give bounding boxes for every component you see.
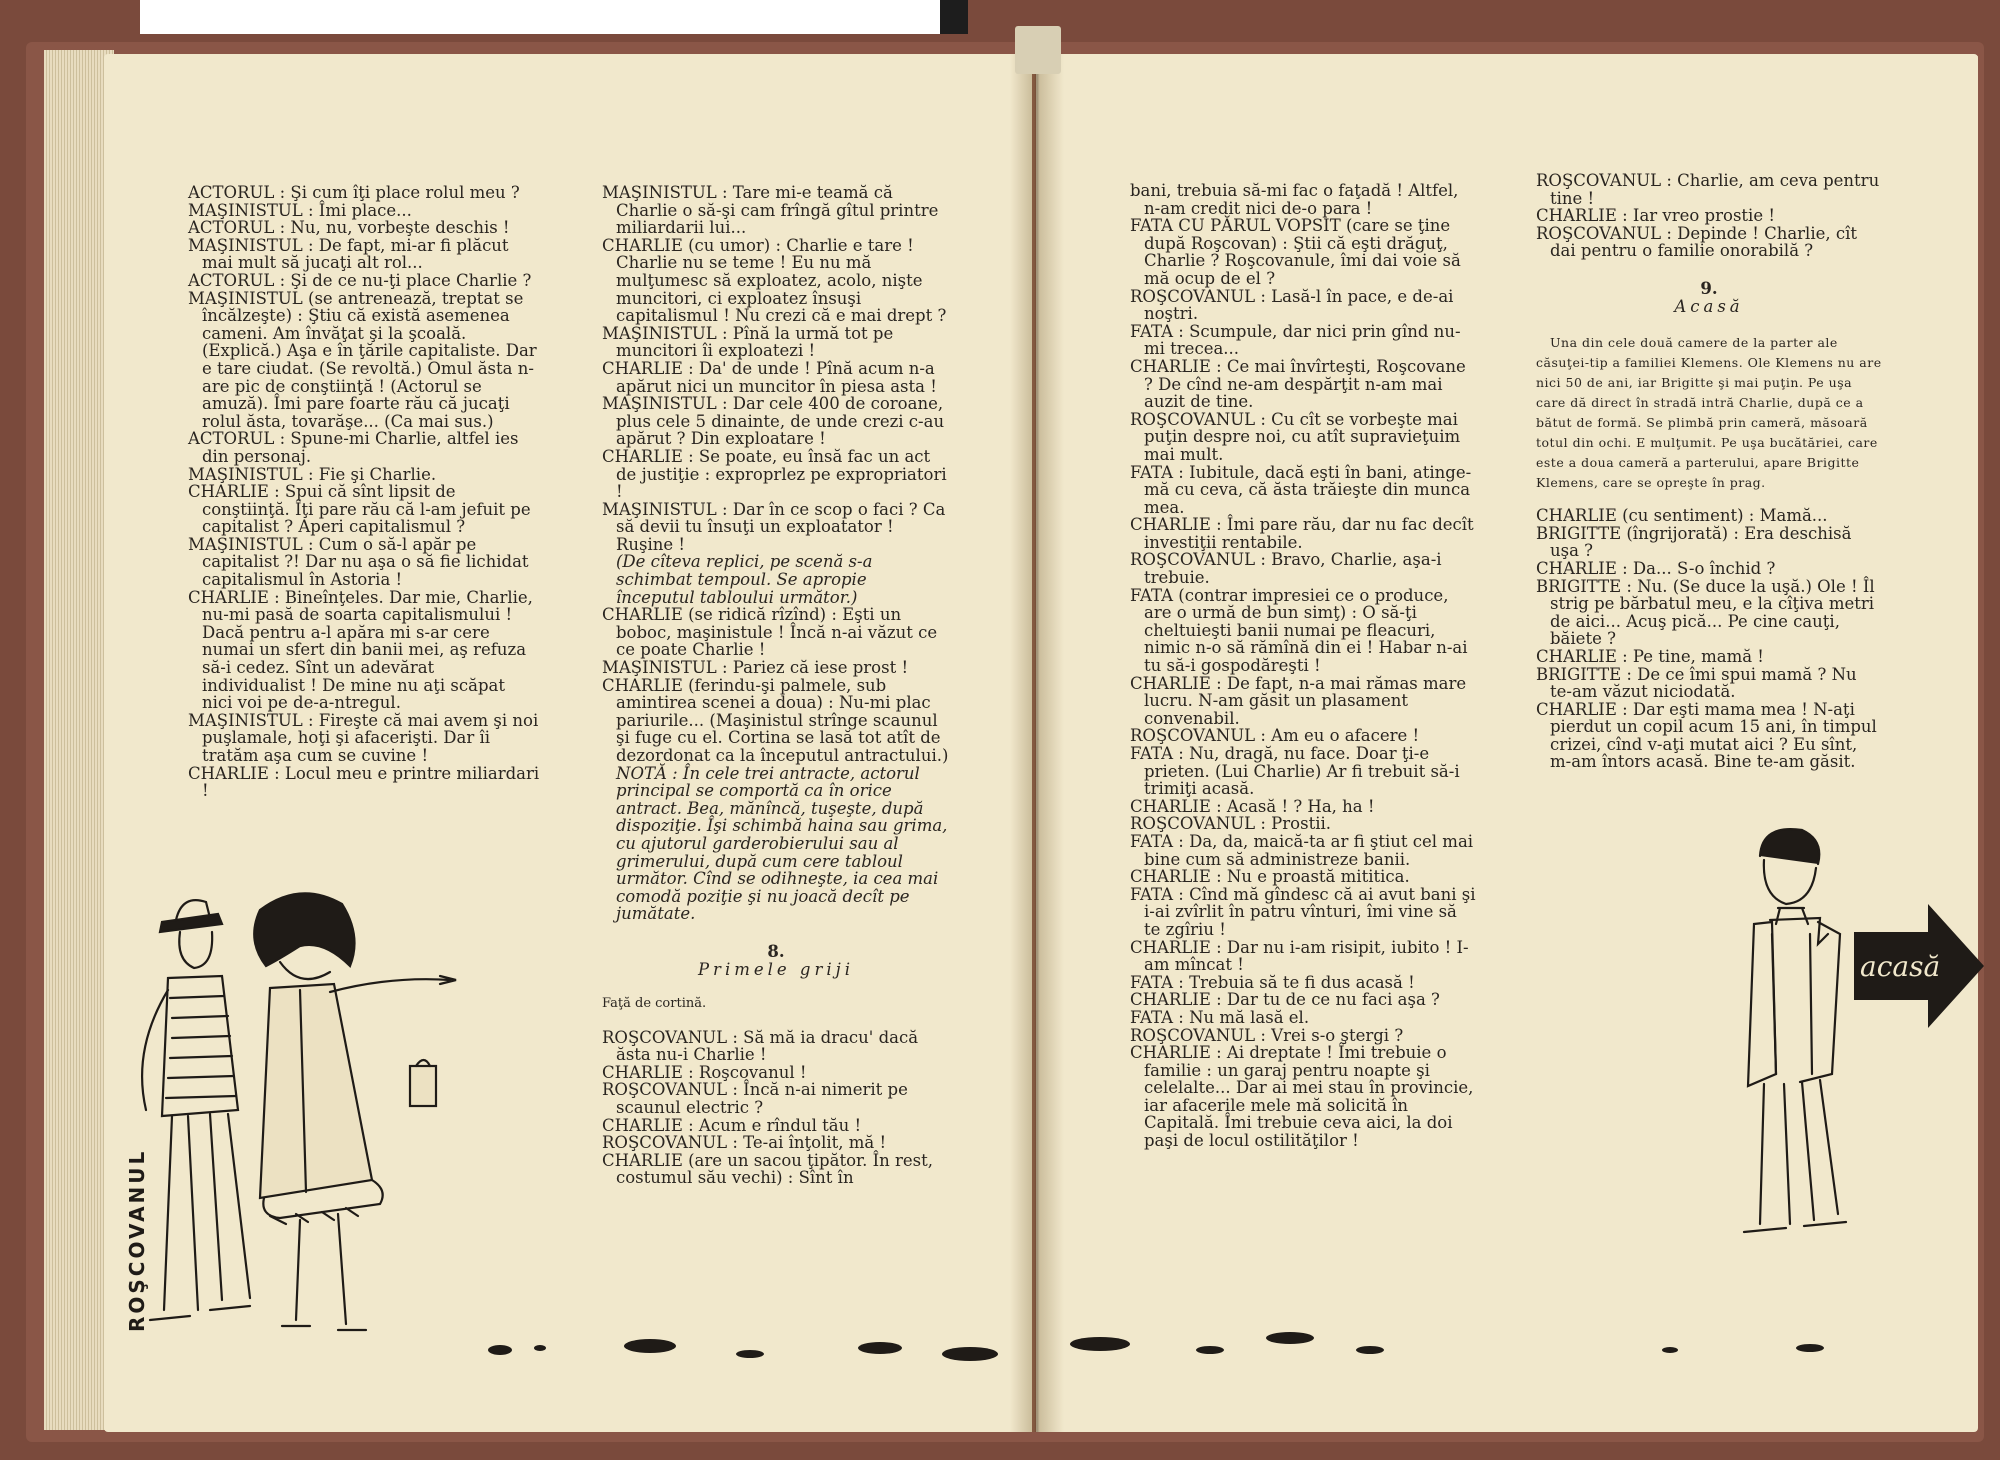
left_page-col2-line: MAŞINISTUL : Tare mi-e teamă că Charlie o să-şi cam frîngă gîtul printre miliardarii lui... bbox=[602, 183, 939, 238]
left_page-col2-line: CHARLIE (cu umor) : Charlie e tare ! Charlie nu se teme ! Eu nu mă mulţumesc să exploatez, acolo, nişte muncitori, ci exploatez însuşi capitalismul ! Nu crezi că e mai drept ? bbox=[602, 235, 947, 326]
right_page-col3-line: FATA : Scumpule, dar nici prin gînd nu-mi trecea... bbox=[1130, 321, 1461, 359]
left_page-col2b-line: ROŞCOVANUL : Să mă ia dracu' dacă ăsta nu-i Charlie ! bbox=[602, 1027, 919, 1065]
right_page-col3-line: CHARLIE : Ai dreptate ! Îmi trebuie o familie : un garaj pentru noapte şi celelalte... Dar ai mei stau în provincie, iar afacerile mele mă solicită în Capitală. Îmi trebuie ceva aici, la doi paşi de locul ostilităţilor ! bbox=[1130, 1043, 1474, 1151]
right_page-col3-line: CHARLIE : Acasă ! ? Ha, ha ! bbox=[1130, 796, 1375, 816]
left_page-col2-line: CHARLIE : Da' de unde ! Pînă acum n-a apărut nici un muncitor în piesa asta ! bbox=[602, 358, 937, 396]
top-dark-strip bbox=[940, 0, 968, 34]
left_page-col2-line: MAŞINISTUL : Pariez că iese prost ! bbox=[602, 658, 909, 678]
right_page-col3-line: CHARLIE : Ce mai învîrteşti, Roşcovane ? De cînd ne-am despărţit n-am mai auzit de tine. bbox=[1130, 356, 1466, 412]
left_page-col1-line: MAŞINISTUL : De fapt, mi-ar fi plăcut mai mult să jucaţi alt rol... bbox=[188, 235, 509, 273]
right_page-col3-line: FATA : Cînd mă gîndesc că ai avut bani şi i-ai zvîrlit în patru vînturi, îmi vine să te zgîriu ! bbox=[1130, 884, 1476, 939]
right_page-col3-line: FATA : Nu, dragă, nu face. Doar ţi-e prieten. (Lui Charlie) Ar fi trebuit să-i trimiţi acasă. bbox=[1130, 744, 1460, 799]
right_page-col3-line: FATA CU PĂRUL VOPSIT (care se ţine după Roşcovan) : Ştii că eşti drăguţ, Charlie ? Roşcovanule, îmi dai voie să mă ocup de el ? bbox=[1130, 216, 1461, 288]
left_page-col1-line: ACTORUL : Şi de ce nu-ţi place Charlie ? bbox=[188, 270, 532, 290]
right_page-col3-line: ROŞCOVANUL : Cu cît se vorbeşte mai puţin despre noi, cu atît supravieţuim mai mult. bbox=[1130, 409, 1461, 464]
left_page-col2-line: MAŞINISTUL : Dar în ce scop o faci ? Ca să devii tu însuţi un exploatator ! Ruşine ! bbox=[602, 499, 946, 554]
left-column-2 bbox=[602, 184, 950, 1187]
right_page-col3-line: CHARLIE : Nu e proastă mititica. bbox=[1130, 867, 1410, 887]
right_page-col3-line: FATA (contrar impresiei ce o produce, are o urmă de bun simţ) : O să-ţi cheltuieşti banii numai pe fleacuri, nimic n-o să rămînă din ei ! Habar n-ai tu să-i gospodăreşti ! bbox=[1130, 585, 1468, 676]
right_page-col3-line: FATA : Trebuia să te fi dus acasă ! bbox=[1130, 972, 1415, 992]
right_page-col4a-line: CHARLIE : Iar vreo prostie ! bbox=[1536, 206, 1775, 226]
left_page-col1-line: MAŞINISTUL : Fireşte că mai avem şi noi puşlamale, hoţi şi afacerişti. Dar îi tratăm aşa cum se cuvine ! bbox=[188, 710, 539, 765]
right_page-col3-line: CHARLIE : Îmi pare rău, dar nu fac decît investiţii rentabile. bbox=[1130, 515, 1474, 552]
right_page-col4b-line: BRIGITTE (îngrijorată) : Era deschisă uşa ? bbox=[1536, 523, 1852, 561]
right_page-col3-line: FATA : Da, da, maică-ta ar fi ştiut cel mai bine cum să administreze banii. bbox=[1130, 831, 1474, 869]
left_page-col2-line: CHARLIE (ferindu-şi palmele, sub amintirea scenei a doua) : Nu-mi plac pariurile... (Maşinistul strînge scaunul şi fuge cu el. Cortina se lasă tot atît de dezordonat ca la începutul antractului.) bbox=[602, 675, 949, 765]
section-9-stage-note: Una din cele două camere de la parter ale căsuţei-tip a familiei Klemens. Ole Klemens nu are nici 50 de ani, iar Brigitte şi mai puţin. Pe uşa care dă direct în stradă intră Charlie, după ce a bătut de formă. Se plimbă prin cameră, măsoară totul din ochi. E mulţumit. Pe uşa bucătăriei, care este a doua cameră a parterului, apare Brigitte Klemens, care se opreşte în prag. bbox=[1536, 335, 1882, 491]
illustration-caption: ROŞCOVANUL bbox=[125, 1148, 149, 1332]
bookmark-ribbon bbox=[1015, 26, 1061, 74]
right-column-1 bbox=[1130, 182, 1476, 1150]
left_page-col2-line: CHARLIE : Se poate, eu însă fac un act de justiţie : exproprlez pe expropriatori ! bbox=[602, 446, 947, 502]
left_page-col2b-line: CHARLIE : Acum e rîndul tău ! bbox=[602, 1115, 862, 1135]
book-gutter bbox=[1010, 54, 1064, 1432]
section-8-title: Primele griji bbox=[697, 959, 855, 979]
left-column-1 bbox=[188, 184, 540, 800]
couple-illustration bbox=[110, 880, 470, 1360]
left_page-col1-line: CHARLIE : Bineînţeles. Dar mie, Charlie, nu-mi pasă de soarta capitalismului ! Dacă pentru a-l apăra mi s-ar cere numai un sfert din banii mei, aş refuza să-i cedez. Sînt un adevărat individualist ! De mine nu aţi scăpat nici voi pe de-a-ntregul. bbox=[188, 587, 533, 713]
left_page-col1-line: ACTORUL : Nu, nu, vorbeşte deschis ! bbox=[188, 218, 510, 238]
left_page-col1-line: MAŞINISTUL (se antrenează, treptat se încălzeşte) : Ştiu că există asemenea cameni. Am învăţat şi la şcoală. (Explică.) Aşa e în ţările capitaliste. Dar e tare ciudat. (Se revoltă.) Omul ăsta n-are pic de conştiinţă ! (Actorul se amuză). Îmi pare foarte rău că jucaţi rolul ăsta, tovarăşe... (Ca mai sus.) bbox=[188, 288, 537, 431]
right_page-col4b-line: CHARLIE (cu sentiment) : Mamă... bbox=[1536, 506, 1828, 526]
left_page-col2-line: CHARLIE (se ridică rîzînd) : Eşti un boboc, maşinistule ! Încă n-ai văzut ce ce poate Charlie ! bbox=[602, 605, 938, 660]
right_page-col3-line: ROŞCOVANUL : Am eu o afacere ! bbox=[1130, 726, 1420, 746]
left_page-col2b-line: CHARLIE : Roşcovanul ! bbox=[602, 1062, 807, 1082]
left_page-col2b-line: ROŞCOVANUL : Te-ai înţolit, mă ! bbox=[602, 1133, 887, 1153]
left_page-col2-line: MAŞINISTUL : Pînă la urmă tot pe muncitori îi exploatezi ! bbox=[602, 323, 894, 361]
left_page-col2b-line: ROŞCOVANUL : Încă n-ai nimerit pe scaunul electric ? bbox=[602, 1080, 908, 1117]
left_page-col2-line: (De cîteva replici, pe scenă s-a schimbat tempoul. Se apropie începutul tabloului următor.) bbox=[616, 552, 873, 607]
right_page-col4b-line: CHARLIE : Pe tine, mamă ! bbox=[1536, 646, 1764, 666]
right_page-col3-line: FATA : Iubitule, dacă eşti în bani, atinge-mă cu ceva, că ăsta trăieşte din munca mea. bbox=[1130, 462, 1472, 517]
right_page-col3-line: FATA : Nu mă lasă el. bbox=[1130, 1007, 1310, 1027]
left_page-col1-line: CHARLIE : Locul meu e printre miliardari ! bbox=[188, 763, 540, 801]
right_page-col3-line: ROŞCOVANUL : Prostii. bbox=[1130, 814, 1331, 834]
right_page-col3-line: CHARLIE : Dar tu de ce nu faci aşa ? bbox=[1130, 990, 1440, 1010]
acasa-arrow-sign bbox=[1854, 904, 1984, 1028]
left_page-col1-line: ACTORUL : Spune-mi Charlie, altfel ies din personaj. bbox=[188, 429, 519, 466]
section-8-stage-note: Faţă de cortină. bbox=[602, 996, 707, 1012]
left_page-col1-line: MAŞINISTUL : Îmi place... bbox=[188, 200, 412, 220]
left_page-col2b-line: CHARLIE (are un sacou ţipător. În rest, costumul său vechi) : Sînt în bbox=[602, 1150, 933, 1188]
right_page-col3-line: CHARLIE : Dar nu i-am risipit, iubito ! I-am mîncat ! bbox=[1130, 937, 1469, 975]
left_page-col1-line: CHARLIE : Spui că sînt lipsit de conştiinţă. Îţi pare rău că l-am jefuit pe capitalist ? Aperi capitalismul ? bbox=[188, 482, 531, 537]
right_page-col3-line: CHARLIE : De fapt, n-a mai rămas mare lucru. N-am găsit un plasament convenabil. bbox=[1130, 673, 1467, 728]
right_page-col4b-line: BRIGITTE : Nu. (Se duce la uşă.) Ole ! Îl strig pe bărbatul meu, e la cîţiva metri de aici... Acuş pică... Pe cine cauţi, băiete ? bbox=[1536, 576, 1875, 649]
section-9-number: 9. bbox=[1700, 278, 1718, 298]
charlie-illustration bbox=[1720, 824, 1870, 1264]
right_page-col3-line: ROŞCOVANUL : Lasă-l în pace, e de-ai noştri. bbox=[1130, 286, 1454, 324]
right_page-col4a-line: ROŞCOVANUL : Charlie, am ceva pentru tine ! bbox=[1536, 171, 1880, 208]
section-8-number: 8. bbox=[767, 941, 785, 961]
right_page-col3-line: ROŞCOVANUL : Vrei s-o ştergi ? bbox=[1130, 1025, 1404, 1045]
right-column-2 bbox=[1536, 172, 1882, 771]
left_page-col2-line: MAŞINISTUL : Dar cele 400 de coroane, plus cele 5 dinainte, de unde crezi c-au apărut ? Din exploatare ! bbox=[602, 394, 945, 449]
footprints-decoration bbox=[110, 1310, 1960, 1400]
right_page-col4b-line: CHARLIE : Dar eşti mama mea ! N-aţi pierdut un copil acum 15 ani, în timpul crizei, cînd v-aţi mutat aici ? Eu sînt, m-am întors acasă. Bine te-am găsit. bbox=[1536, 699, 1877, 772]
right_page-col3-line: ROŞCOVANUL : Bravo, Charlie, aşa-i trebuie. bbox=[1130, 550, 1442, 588]
right_page-col4b-line: CHARLIE : Da... S-o închid ? bbox=[1536, 558, 1776, 578]
arrow-sign-label: acasă bbox=[1860, 950, 1941, 983]
left_page-col1-line: MAŞINISTUL : Cum o să-l apăr pe capitalist ?! Dar nu aşa o să fie lichidat capitalismul în Astoria ! bbox=[188, 534, 529, 590]
right_page-col4b-line: BRIGITTE : De ce îmi spui mamă ? Nu te-am văzut niciodată. bbox=[1536, 664, 1857, 702]
right_page-col3-line: bani, trebuia să-mi fac o faţadă ! Altfel, n-am credit nici de-o para ! bbox=[1130, 181, 1459, 218]
left_page-col2-line: NOTĂ : În cele trei antracte, actorul principal se comportă ca în orice antract. Bea, mănîncă, tuşeşte, după dispoziţie. Îşi schimbă haina sau grima, cu ajutorul garderobierului sau al grimerului, după cum cere tabloul următor. Cînd se odihneşte, ia cea mai comodă poziţie şi nu joacă decît pe jumătate. bbox=[616, 763, 948, 924]
left_page-col1-line: ACTORUL : Şi cum îţi place rolul meu ? bbox=[188, 183, 520, 202]
section-9-title: Acasă bbox=[1674, 296, 1744, 316]
top-paper-strip bbox=[140, 0, 960, 34]
left_page-col1-line: MAŞINISTUL : Fie şi Charlie. bbox=[188, 464, 437, 484]
right_page-col4a-line: ROŞCOVANUL : Depinde ! Charlie, cît dai pentru o familie onorabilă ? bbox=[1536, 223, 1858, 261]
